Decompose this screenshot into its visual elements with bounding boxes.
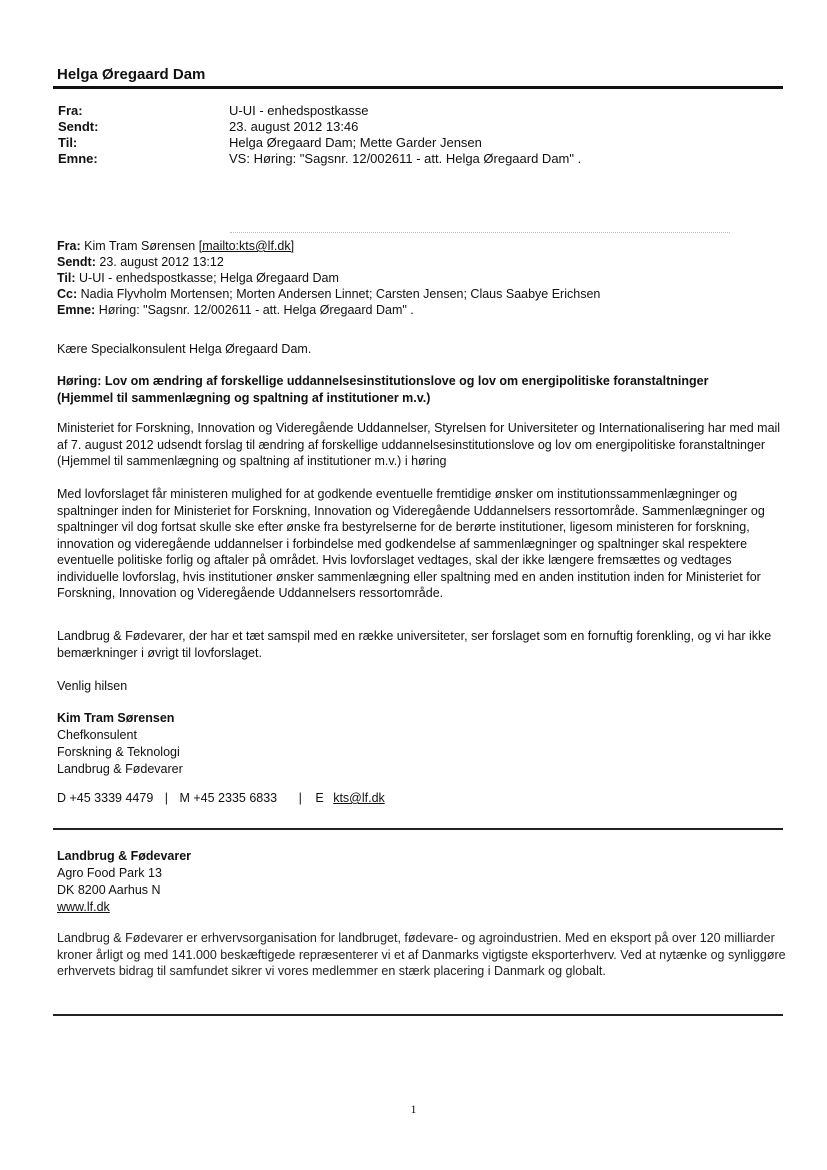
page-number: 1	[410, 1102, 417, 1116]
paragraph-2: Med lovforslaget får ministeren mulighed for at godkende eventuelle fremtidige ønsker om institutionssammenlægninger og spaltninger inden for Ministeriet for Forskning, Innovation og Videregående Uddannelsers ressortområde. Sammenlægninger og spaltninger vil dog fortsat skulle ske efter ønske fra bestyrelserne for de berørte institutioner, ligesom ministeren for forskning, innovation og videregående uddannelser i forbindelse med godkendelse af sammenlægninger og spaltninger skal respektere eventuelle politiske forlig og aftaler på området. Hvis lovforslaget vedtages, skal der ikke længere fremsættes og vedtages individuelle lovforslag, hvis institutioner ønsker sammenlægning eller spaltning med en anden institution inden for Ministeriet for Forskning, Innovation og Videregående Uddannelsers ressortområde.	[57, 487, 765, 600]
to-value: Helga Øregaard Dam; Mette Garder Jensen	[229, 135, 482, 150]
paragraph-3: Landbrug & Fødevarer, der har et tæt samspil med en række universiteter, ser forslaget som en fornuftig forenkling, og vi har ikke bemærkninger i øvrigt til lovforslaget.	[57, 629, 772, 660]
fwd-sent-label: Sendt:	[57, 255, 96, 269]
heading-line-1: Høring: Lov om ændring af forskellige uddannelsesinstitutionslove og lov om energipolitiske foranstaltninger	[57, 374, 709, 388]
separator: |	[298, 791, 302, 805]
separator: |	[164, 791, 168, 805]
footer-org: Landbrug & Fødevarer	[57, 849, 192, 863]
signature-org: Landbrug & Fødevarer	[57, 762, 183, 776]
fwd-subject-value: Høring: "Sagsnr. 12/002611 - att. Helga Øregaard Dam" .	[98, 303, 414, 317]
fwd-from-value: Kim Tram Sørensen	[84, 239, 196, 253]
fwd-cc-label: Cc:	[57, 287, 78, 301]
footer-address-line-2: DK 8200 Aarhus N	[57, 883, 161, 897]
fwd-sent-value: 23. august 2012 13:12	[99, 255, 224, 269]
from-value: U-UI - enhedspostkasse	[229, 103, 369, 118]
fwd-from-label: Fra:	[57, 239, 81, 253]
forwarded-header	[57, 238, 787, 318]
signature	[57, 710, 183, 778]
footer-divider	[53, 828, 783, 830]
email-prefix: E	[315, 791, 324, 805]
subject-label: Emne:	[58, 151, 98, 166]
greeting: Kære Specialkonsulent Helga Øregaard Dam.	[57, 342, 312, 356]
paragraph-1: Ministeriet for Forskning, Innovation og Videregående Uddannelser, Styrelsen for Universiteter og Internationalisering har med mail af 7. august 2012 udsendt forslag til ændring af forskellige uddannelsesinstitutionslove og lov om energipolitiske foranstaltninger (Hjemmel til sammenlægning og spaltning af institutioner m.v.) i høring	[57, 421, 781, 468]
closing: Venlig hilsen	[57, 679, 128, 693]
direct-phone: D +45 3339 4479	[57, 791, 154, 805]
from-label: Fra:	[58, 103, 83, 118]
signature-name: Kim Tram Sørensen	[57, 711, 175, 725]
sent-label: Sendt:	[58, 119, 99, 134]
forward-separator	[230, 232, 730, 233]
footer-address-line-1: Agro Food Park 13	[57, 866, 162, 880]
to-label: Til:	[58, 135, 78, 150]
mobile-phone: M +45 2335 6833	[179, 791, 278, 805]
signature-department: Forskning & Teknologi	[57, 745, 180, 759]
email-link[interactable]: kts@lf.dk	[333, 791, 385, 805]
footer-description: Landbrug & Fødevarer er erhvervsorganisation for landbruget, fødevare- og agroindustrien. Med en eksport på over 120 milliarder kroner årligt og med 141.000 beskæftigede repræsenterer vi et af Danmarks vigtigste eksporterhverv. Ved at nytænke og synliggøre erhvervets bidrag til samfundet sikrer vi vores medlemmer en stærk placering i Danmark og globalt.	[57, 931, 786, 978]
sent-value: 23. august 2012 13:46	[229, 119, 359, 134]
fwd-to-label: Til:	[57, 271, 76, 285]
title-divider	[53, 86, 783, 89]
fwd-to-value: U-UI - enhedspostkasse; Helga Øregaard Dam	[79, 271, 339, 285]
website-link[interactable]: www.lf.dk	[57, 900, 110, 914]
signature-title: Chefkonsulent	[57, 728, 137, 742]
page-title: Helga Øregaard Dam	[57, 66, 206, 83]
heading-line-2: (Hjemmel til sammenlægning og spaltning af institutioner m.v.)	[57, 390, 431, 405]
contact-line	[57, 791, 385, 805]
mailto-link[interactable]: [mailto:kts@lf.dk]	[198, 239, 295, 253]
fwd-cc-value: Nadia Flyvholm Mortensen; Morten Andersen Linnet; Carsten Jensen; Claus Saabye Erichsen	[80, 287, 601, 301]
footer-address	[57, 848, 191, 916]
subject-value: VS: Høring: "Sagsnr. 12/002611 - att. Helga Øregaard Dam" .	[229, 151, 582, 166]
subject-heading	[57, 373, 787, 406]
bottom-divider	[53, 1014, 783, 1016]
fwd-subject-label: Emne:	[57, 303, 96, 317]
